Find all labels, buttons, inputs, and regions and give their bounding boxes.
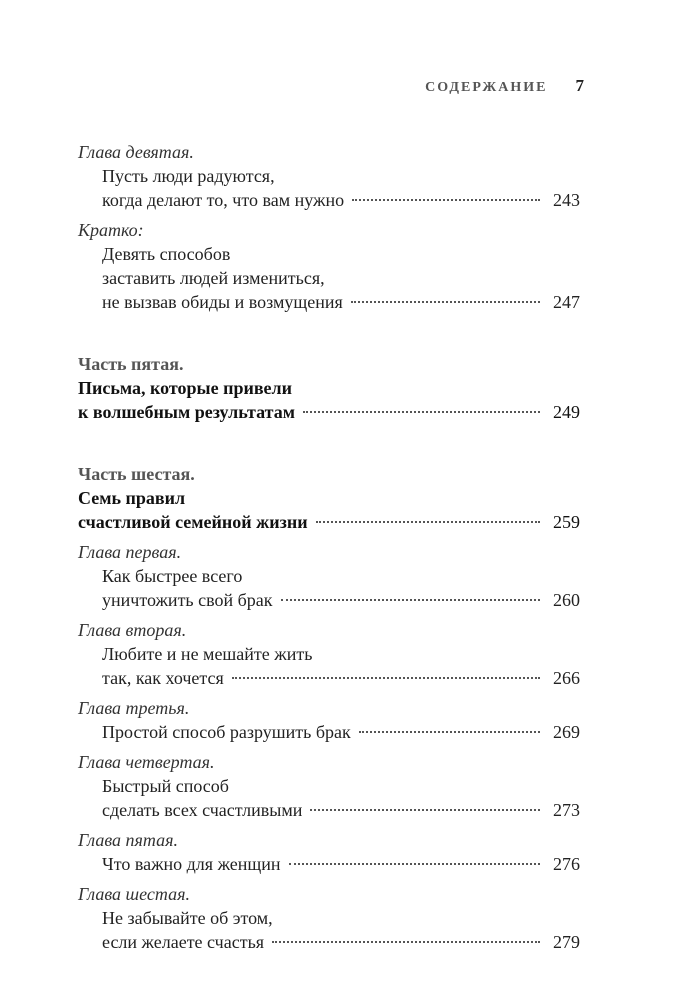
- part-title-row: [78, 510, 580, 534]
- toc-entry-part-6-chapter-4[interactable]: [78, 750, 580, 822]
- chapter-title-row: [78, 188, 580, 212]
- toc-entry-part-6-chapter-5[interactable]: [78, 828, 580, 876]
- chapter-label: Глава вторая.: [78, 620, 187, 640]
- chapter-label: Глава четвертая.: [78, 752, 215, 772]
- chapter-title-line: Не забывайте об этом,: [102, 908, 273, 928]
- dot-leader: [359, 731, 540, 733]
- page-number: 259: [553, 512, 580, 532]
- dot-leader: [316, 521, 540, 523]
- chapter-title-line: уничтожить свой брак: [102, 590, 273, 610]
- page-number: 269: [553, 722, 580, 742]
- table-of-contents: [78, 140, 580, 960]
- toc-entry-part-6[interactable]: [78, 462, 580, 534]
- part-title-row: [78, 400, 580, 424]
- dot-leader: [281, 599, 540, 601]
- header-page-number: 7: [575, 76, 584, 95]
- chapter-title-line: Что важно для женщин: [102, 854, 281, 874]
- page-number: 249: [553, 402, 580, 422]
- toc-entry-chapter-9[interactable]: [78, 140, 580, 212]
- toc-entry-part-6-chapter-2[interactable]: [78, 618, 580, 690]
- page-number: 247: [553, 292, 580, 312]
- part-label: Часть пятая.: [78, 354, 184, 374]
- chapter-title-line: Любите и не мешайте жить: [102, 644, 313, 664]
- dot-leader: [232, 677, 540, 679]
- part-title-line: к волшебным результатам: [78, 402, 295, 422]
- page-number: 260: [553, 590, 580, 610]
- dot-leader: [351, 301, 540, 303]
- toc-entry-part-6-chapter-3[interactable]: [78, 696, 580, 744]
- chapter-title-line: не вызвав обиды и возмущения: [102, 292, 343, 312]
- dot-leader: [310, 809, 540, 811]
- chapter-label: Глава пятая.: [78, 830, 178, 850]
- chapter-title-line: когда делают то, что вам нужно: [102, 190, 345, 210]
- chapter-label: Глава шестая.: [78, 884, 190, 904]
- chapter-title-row: [78, 588, 580, 612]
- chapter-title-row: [78, 666, 580, 690]
- chapter-label: Глава девятая.: [78, 142, 194, 162]
- running-header: [425, 76, 584, 96]
- part-title-line: счастливой семейной жизни: [78, 512, 308, 532]
- chapter-title-row: [78, 290, 580, 314]
- header-section-title: СОДЕРЖАНИЕ: [425, 80, 548, 95]
- toc-entry-summary[interactable]: [78, 218, 580, 314]
- toc-entry-part-6-chapter-6[interactable]: [78, 882, 580, 954]
- part-title-line: Письма, которые привели: [78, 378, 293, 398]
- toc-entry-part-6-chapter-1[interactable]: [78, 540, 580, 612]
- page-number: 279: [553, 932, 580, 952]
- page-number: 243: [553, 190, 580, 210]
- page-number: 266: [553, 668, 580, 688]
- chapter-title-line: Девять способов: [102, 244, 231, 264]
- chapter-title-line: сделать всех счастливыми: [102, 800, 303, 820]
- page-number: 276: [553, 854, 580, 874]
- dot-leader: [272, 941, 540, 943]
- chapter-title-row: [78, 720, 580, 744]
- part-label: Часть шестая.: [78, 464, 195, 484]
- chapter-label: Глава третья.: [78, 698, 190, 718]
- chapter-title-line: так, как хочется: [102, 668, 224, 688]
- chapter-title-row: [78, 852, 580, 876]
- part-title-line: Семь правил: [78, 488, 186, 508]
- dot-leader: [289, 863, 540, 865]
- chapter-title-line: Пусть люди радуются,: [102, 166, 275, 186]
- chapter-label: Глава первая.: [78, 542, 182, 562]
- chapter-title-line: если желаете счастья: [102, 932, 265, 952]
- chapter-title-row: [78, 798, 580, 822]
- dot-leader: [303, 411, 540, 413]
- chapter-title-line: Простой способ разрушить брак: [102, 722, 351, 742]
- toc-entry-part-5[interactable]: [78, 352, 580, 424]
- chapter-title-line: Как быстрее всего: [102, 566, 243, 586]
- dot-leader: [352, 199, 540, 201]
- chapter-title-row: [78, 930, 580, 954]
- chapter-label: Кратко:: [78, 220, 144, 240]
- page-number: 273: [553, 800, 580, 820]
- chapter-title-line: заставить людей измениться,: [102, 268, 325, 288]
- chapter-title-line: Быстрый способ: [102, 776, 229, 796]
